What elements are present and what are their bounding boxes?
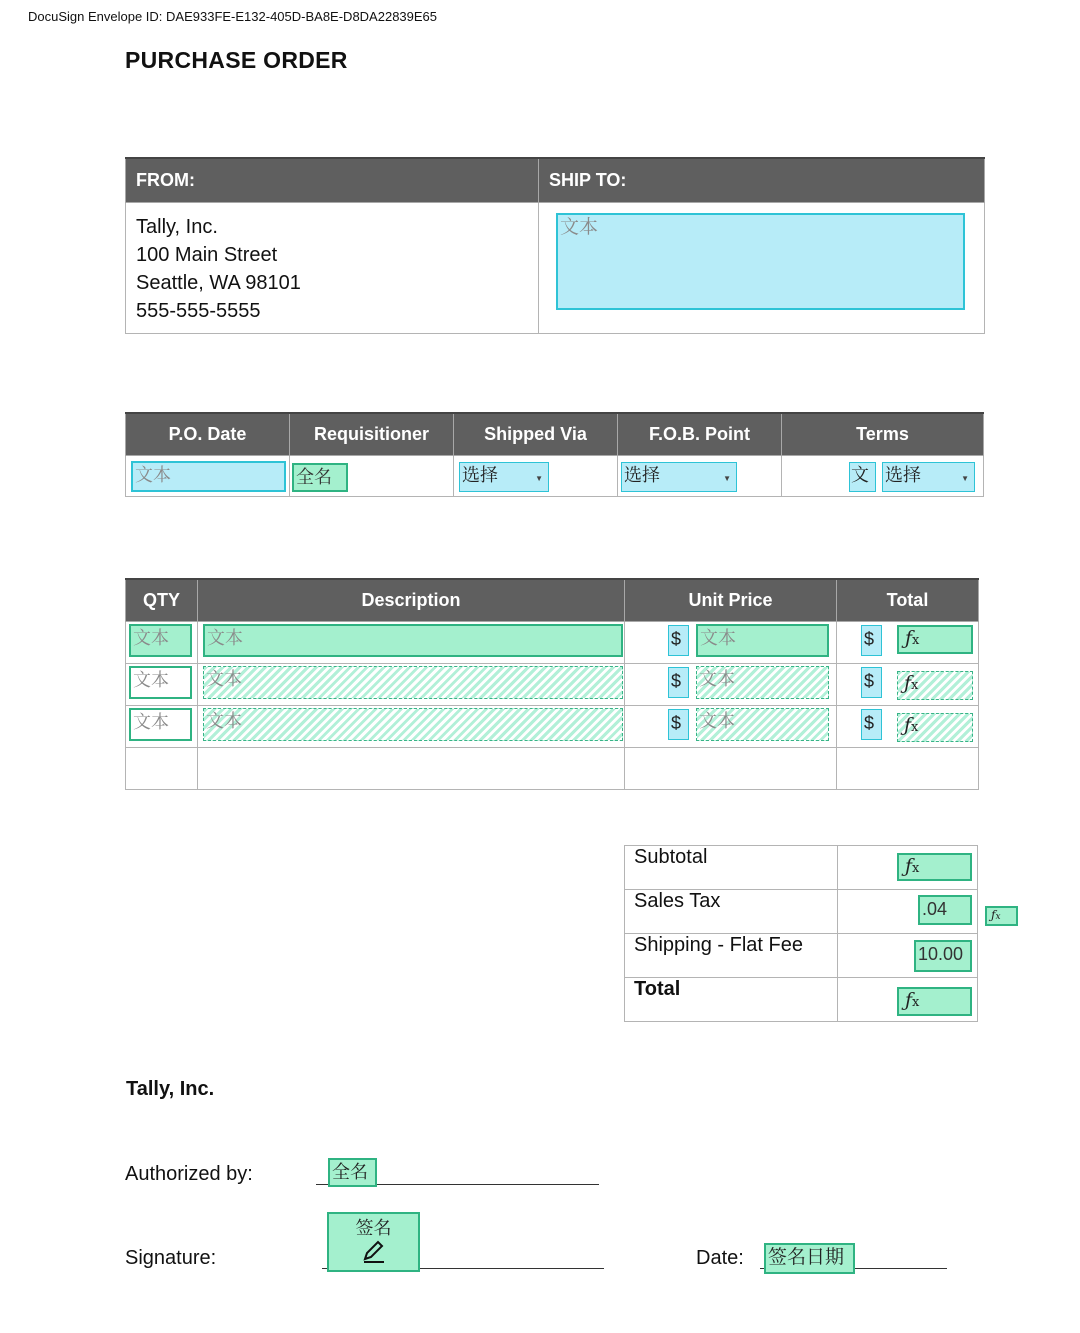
table-row xyxy=(126,705,979,747)
qty-cell xyxy=(126,663,198,705)
description-input[interactable]: 文本 xyxy=(203,708,623,741)
line-total-formula[interactable] xyxy=(897,625,973,654)
total-cell xyxy=(837,621,979,663)
unit-price-input[interactable]: 文本 xyxy=(696,624,829,657)
unit-price-header: Unit Price xyxy=(625,579,837,621)
address-table xyxy=(125,157,985,334)
terms-text-input[interactable]: 文 xyxy=(849,462,876,492)
line-total-formula[interactable] xyxy=(897,713,973,742)
signature-field[interactable] xyxy=(327,1212,420,1272)
grand-total-formula[interactable] xyxy=(897,987,972,1016)
ship-to-input[interactable]: 文本 xyxy=(556,213,965,310)
total-cell xyxy=(837,705,979,747)
from-company: Tally, Inc. xyxy=(136,215,218,238)
empty-cell xyxy=(198,747,625,789)
description-cell xyxy=(198,663,625,705)
description-cell xyxy=(198,621,625,663)
total-label: Total xyxy=(625,978,838,1022)
sales-tax-label: Sales Tax xyxy=(625,890,838,934)
currency-label: $ xyxy=(861,667,882,698)
currency-label: $ xyxy=(668,667,689,698)
items-table xyxy=(125,578,979,790)
from-street: 100 Main Street xyxy=(136,243,278,266)
po-date-cell xyxy=(126,455,290,496)
qty-input[interactable]: 文本 xyxy=(129,708,192,741)
signature-field-label: 签名 xyxy=(355,1218,392,1238)
formula-icon: ƒx xyxy=(905,855,920,877)
date-signed-field[interactable]: 签名日期 xyxy=(764,1243,855,1274)
terms-value: 选择 xyxy=(885,464,921,485)
envelope-id: DocuSign Envelope ID: DAE933FE-E132-405D-BA8E-D8DA22839E65 xyxy=(28,9,438,24)
description-input[interactable]: 文本 xyxy=(203,624,623,657)
fob-point-header: F.O.B. Point xyxy=(618,413,782,455)
ship-to-cell xyxy=(539,202,985,333)
unit-price-cell xyxy=(625,663,837,705)
qty-input[interactable]: 文本 xyxy=(129,666,192,699)
authorized-by-label: Authorized by: xyxy=(125,1163,253,1185)
subtotal-label: Subtotal xyxy=(625,846,838,890)
terms-header: Terms xyxy=(782,413,984,455)
page-title: PURCHASE ORDER xyxy=(125,47,348,73)
ship-to-header: SHIP TO: xyxy=(539,158,985,202)
po-date-input[interactable]: 文本 xyxy=(131,461,286,492)
terms-select[interactable] xyxy=(882,462,975,492)
po-info-table xyxy=(125,412,984,497)
unit-price-input[interactable]: 文本 xyxy=(696,708,829,741)
currency-label: $ xyxy=(668,709,689,740)
currency-label: $ xyxy=(668,625,689,656)
sales-tax-input[interactable]: .04 xyxy=(918,895,972,925)
fob-cell xyxy=(618,455,782,496)
description-input[interactable]: 文本 xyxy=(203,666,623,699)
table-row xyxy=(126,747,979,789)
tax-formula[interactable] xyxy=(985,906,1018,926)
description-cell xyxy=(198,705,625,747)
chevron-down-icon: ▼ xyxy=(961,473,969,483)
total-header: Total xyxy=(837,579,979,621)
currency-label: $ xyxy=(861,709,882,740)
shipped-via-header: Shipped Via xyxy=(454,413,618,455)
subtotal-cell xyxy=(838,846,978,890)
shipped-via-value: 选择 xyxy=(462,464,498,485)
from-city: Seattle, WA 98101 xyxy=(136,271,301,294)
description-header: Description xyxy=(198,579,625,621)
shipped-via-cell xyxy=(454,455,618,496)
total-cell xyxy=(837,663,979,705)
requisitioner-cell xyxy=(290,455,454,496)
qty-input[interactable]: 文本 xyxy=(129,624,192,657)
table-row xyxy=(126,621,979,663)
chevron-down-icon: ▼ xyxy=(723,473,731,483)
qty-cell xyxy=(126,621,198,663)
shipping-cell xyxy=(838,934,978,978)
authorized-name-field[interactable]: 全名 xyxy=(328,1158,377,1187)
fob-point-value: 选择 xyxy=(624,464,660,485)
from-address xyxy=(126,202,539,333)
unit-price-cell xyxy=(625,621,837,663)
shipping-label: Shipping - Flat Fee xyxy=(625,934,838,978)
signature-label: Signature: xyxy=(125,1247,217,1269)
formula-icon: ƒx xyxy=(905,626,920,649)
subtotal-formula[interactable] xyxy=(897,853,972,881)
from-header: FROM: xyxy=(126,158,539,202)
po-date-header: P.O. Date xyxy=(126,413,290,455)
fob-point-select[interactable] xyxy=(621,462,737,492)
empty-cell xyxy=(837,747,979,789)
currency-label: $ xyxy=(861,625,882,656)
sales-tax-cell xyxy=(838,890,978,934)
pen-icon xyxy=(361,1238,387,1264)
qty-header: QTY xyxy=(126,579,198,621)
date-label: Date: xyxy=(696,1247,744,1269)
qty-cell xyxy=(126,705,198,747)
totals-table xyxy=(624,845,978,1022)
formula-icon: ƒx xyxy=(905,989,920,1011)
from-phone: 555-555-5555 xyxy=(136,299,261,322)
empty-cell xyxy=(625,747,837,789)
formula-icon: ƒx xyxy=(991,908,1001,922)
requisitioner-header: Requisitioner xyxy=(290,413,454,455)
unit-price-input[interactable]: 文本 xyxy=(696,666,829,699)
shipping-input[interactable]: 10.00 xyxy=(914,940,972,972)
table-row xyxy=(126,663,979,705)
unit-price-cell xyxy=(625,705,837,747)
grand-total-cell xyxy=(838,978,978,1022)
chevron-down-icon: ▼ xyxy=(535,473,543,483)
shipped-via-select[interactable] xyxy=(459,462,549,492)
formula-icon: ƒx xyxy=(904,713,919,736)
terms-cell xyxy=(782,455,984,496)
formula-icon: ƒx xyxy=(904,671,919,694)
empty-cell xyxy=(126,747,198,789)
requisitioner-field[interactable]: 全名 xyxy=(292,463,348,492)
line-total-formula[interactable] xyxy=(897,671,973,700)
footer-company: Tally, Inc. xyxy=(126,1078,215,1100)
